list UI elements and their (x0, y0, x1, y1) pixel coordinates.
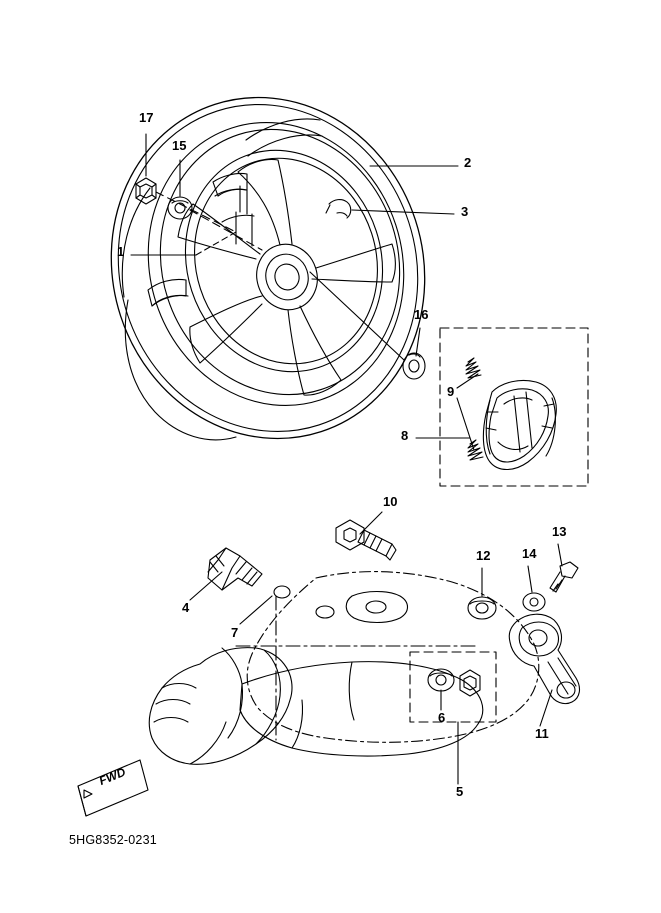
drawing-number: 5HG8352-0231 (69, 833, 157, 847)
callout-6: 6 (438, 710, 446, 725)
fwd-direction-label: FWD (97, 764, 128, 788)
callout-5: 5 (456, 784, 464, 799)
callout-11: 11 (535, 726, 549, 741)
callout-9: 9 (447, 384, 455, 399)
callout-13: 13 (552, 524, 567, 539)
callout-3: 3 (461, 204, 469, 219)
callout-8: 8 (401, 428, 409, 443)
callout-15: 15 (172, 138, 187, 153)
callout-10: 10 (383, 494, 398, 509)
callout-7: 7 (231, 625, 239, 640)
callout-16: 16 (414, 307, 429, 322)
callout-2: 2 (464, 155, 472, 170)
callout-17: 17 (139, 110, 154, 125)
callout-14: 14 (522, 546, 537, 561)
callout-1: 1 (117, 244, 125, 259)
callout-4: 4 (182, 600, 190, 615)
callout-12: 12 (476, 548, 491, 563)
